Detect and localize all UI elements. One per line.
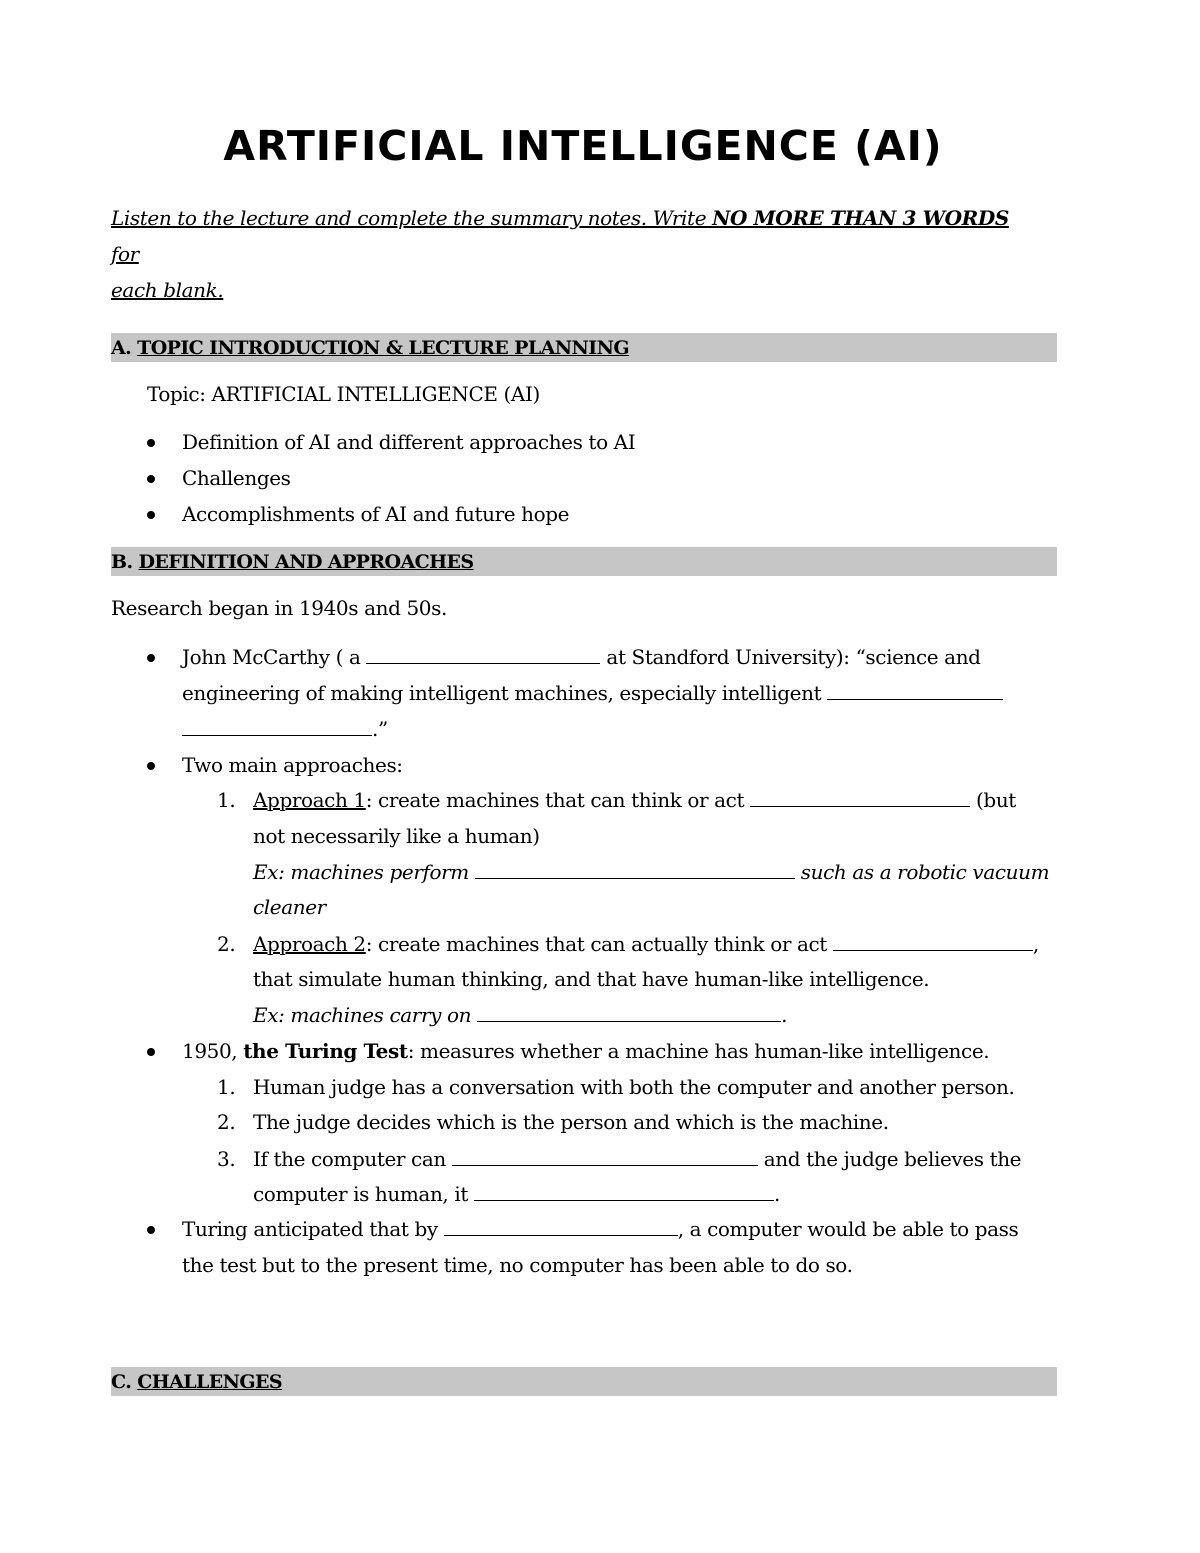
- answer-blank[interactable]: [833, 932, 1033, 951]
- text-span: and the judge believes the: [757, 1147, 1022, 1171]
- instructions: [111, 200, 1031, 308]
- section-a-heading: TOPIC INTRODUCTION & LECTURE PLANNING: [137, 337, 629, 359]
- section-b-label: B.: [111, 551, 139, 573]
- turing-test-term: the Turing Test: [243, 1039, 408, 1063]
- bullet-icon: [147, 1226, 155, 1234]
- text-span: .”: [372, 717, 388, 741]
- anticipated-line-2: the test but to the present time, no computer has been able to do so.: [182, 1253, 853, 1277]
- text-span: (but: [970, 788, 1016, 812]
- list-number: 1.: [217, 788, 236, 812]
- text-span: : create machines that can actually think or act: [365, 932, 833, 956]
- text-span: such as a robotic vacuum: [794, 860, 1050, 884]
- text-span: Ex: machines carry on: [253, 1003, 478, 1027]
- section-a-header: [111, 333, 1057, 362]
- bullet-icon: [147, 762, 155, 770]
- two-approaches: Two main approaches:: [182, 753, 403, 777]
- approach-2-example: [253, 1003, 787, 1027]
- list-number: 2.: [217, 1110, 236, 1134]
- list-number: 2.: [217, 932, 236, 956]
- text-span: computer is human, it: [253, 1182, 474, 1206]
- answer-blank[interactable]: [452, 1147, 758, 1166]
- instructions-prefix: Listen to the lecture and complete the summary notes. Write: [111, 206, 713, 230]
- approach-2-line-1: [253, 932, 1039, 956]
- mccarthy-line-3: [182, 717, 388, 741]
- text-span: at Standford University): “science and: [600, 645, 981, 669]
- turing-step-3-line-1: [253, 1147, 1021, 1171]
- section-b-header: [111, 547, 1057, 576]
- section-c-heading: CHALLENGES: [137, 1371, 283, 1393]
- approach-1-example-2: cleaner: [253, 895, 326, 919]
- answer-blank[interactable]: [475, 860, 795, 879]
- text-span: , a computer would be able to pass: [677, 1217, 1019, 1241]
- document-title: ARTIFICIAL INTELLIGENCE (AI): [223, 122, 943, 170]
- section-c-label: C.: [111, 1371, 138, 1393]
- bullet-icon: [147, 654, 155, 662]
- answer-blank[interactable]: [182, 717, 372, 736]
- turing-step-3-line-2: [253, 1182, 780, 1206]
- instructions-suffix: for: [111, 242, 139, 266]
- list-number: 3.: [217, 1147, 236, 1171]
- bullet-icon: [147, 475, 155, 483]
- text-span: John McCarthy ( a: [182, 645, 367, 669]
- text-span: : measures whether a machine has human-like intelligence.: [407, 1039, 990, 1063]
- turing-step-2: The judge decides which is the person and which is the machine.: [253, 1110, 889, 1134]
- bullet-icon: [147, 439, 155, 447]
- text-span: : create machines that can think or act: [365, 788, 751, 812]
- bullet-icon: [147, 511, 155, 519]
- turing-line: [182, 1039, 989, 1063]
- section-c-header: [111, 1367, 1057, 1396]
- answer-blank[interactable]: [444, 1217, 678, 1236]
- answer-blank[interactable]: [750, 788, 970, 807]
- turing-step-1: Human judge has a conversation with both the computer and another person.: [253, 1075, 1015, 1099]
- list-item: Accomplishments of AI and future hope: [182, 502, 570, 526]
- text-span: ,: [1032, 932, 1039, 956]
- text-span: If the computer can: [253, 1147, 452, 1171]
- instructions-line2: each blank.: [111, 278, 224, 302]
- anticipated-line-1: [182, 1217, 1018, 1241]
- text-span: 1950,: [182, 1039, 244, 1063]
- answer-blank[interactable]: [477, 1003, 781, 1022]
- answer-blank[interactable]: [827, 681, 1003, 700]
- text-span: .: [781, 1003, 788, 1027]
- bullet-icon: [147, 1048, 155, 1056]
- text-span: .: [773, 1182, 780, 1206]
- text-span: Ex: machines perform: [253, 860, 475, 884]
- list-item: Definition of AI and different approaches to AI: [182, 430, 636, 454]
- list-number: 1.: [217, 1075, 236, 1099]
- instructions-emphasis: NO MORE THAN 3 WORDS: [712, 206, 1009, 230]
- text-span: Turing anticipated that by: [182, 1217, 444, 1241]
- approach-1-example: [253, 860, 1049, 884]
- research-line: Research began in 1940s and 50s.: [111, 596, 447, 620]
- section-a-label: A.: [111, 337, 138, 359]
- answer-blank[interactable]: [474, 1182, 774, 1201]
- mccarthy-line-1: [182, 645, 981, 669]
- approach-1-line-2: not necessarily like a human): [253, 824, 540, 848]
- topic-line: Topic: ARTIFICIAL INTELLIGENCE (AI): [147, 382, 540, 406]
- text-span: engineering of making intelligent machines, especially intelligent: [182, 681, 828, 705]
- section-b-heading: DEFINITION AND APPROACHES: [138, 551, 474, 573]
- approach-2-label: Approach 2: [253, 932, 366, 956]
- approach-1-line-1: [253, 788, 1016, 812]
- list-item: Challenges: [182, 466, 291, 490]
- answer-blank[interactable]: [366, 645, 600, 664]
- mccarthy-line-2: [182, 681, 1003, 705]
- approach-1-label: Approach 1: [253, 788, 366, 812]
- approach-2-line-2: that simulate human thinking, and that have human-like intelligence.: [253, 967, 930, 991]
